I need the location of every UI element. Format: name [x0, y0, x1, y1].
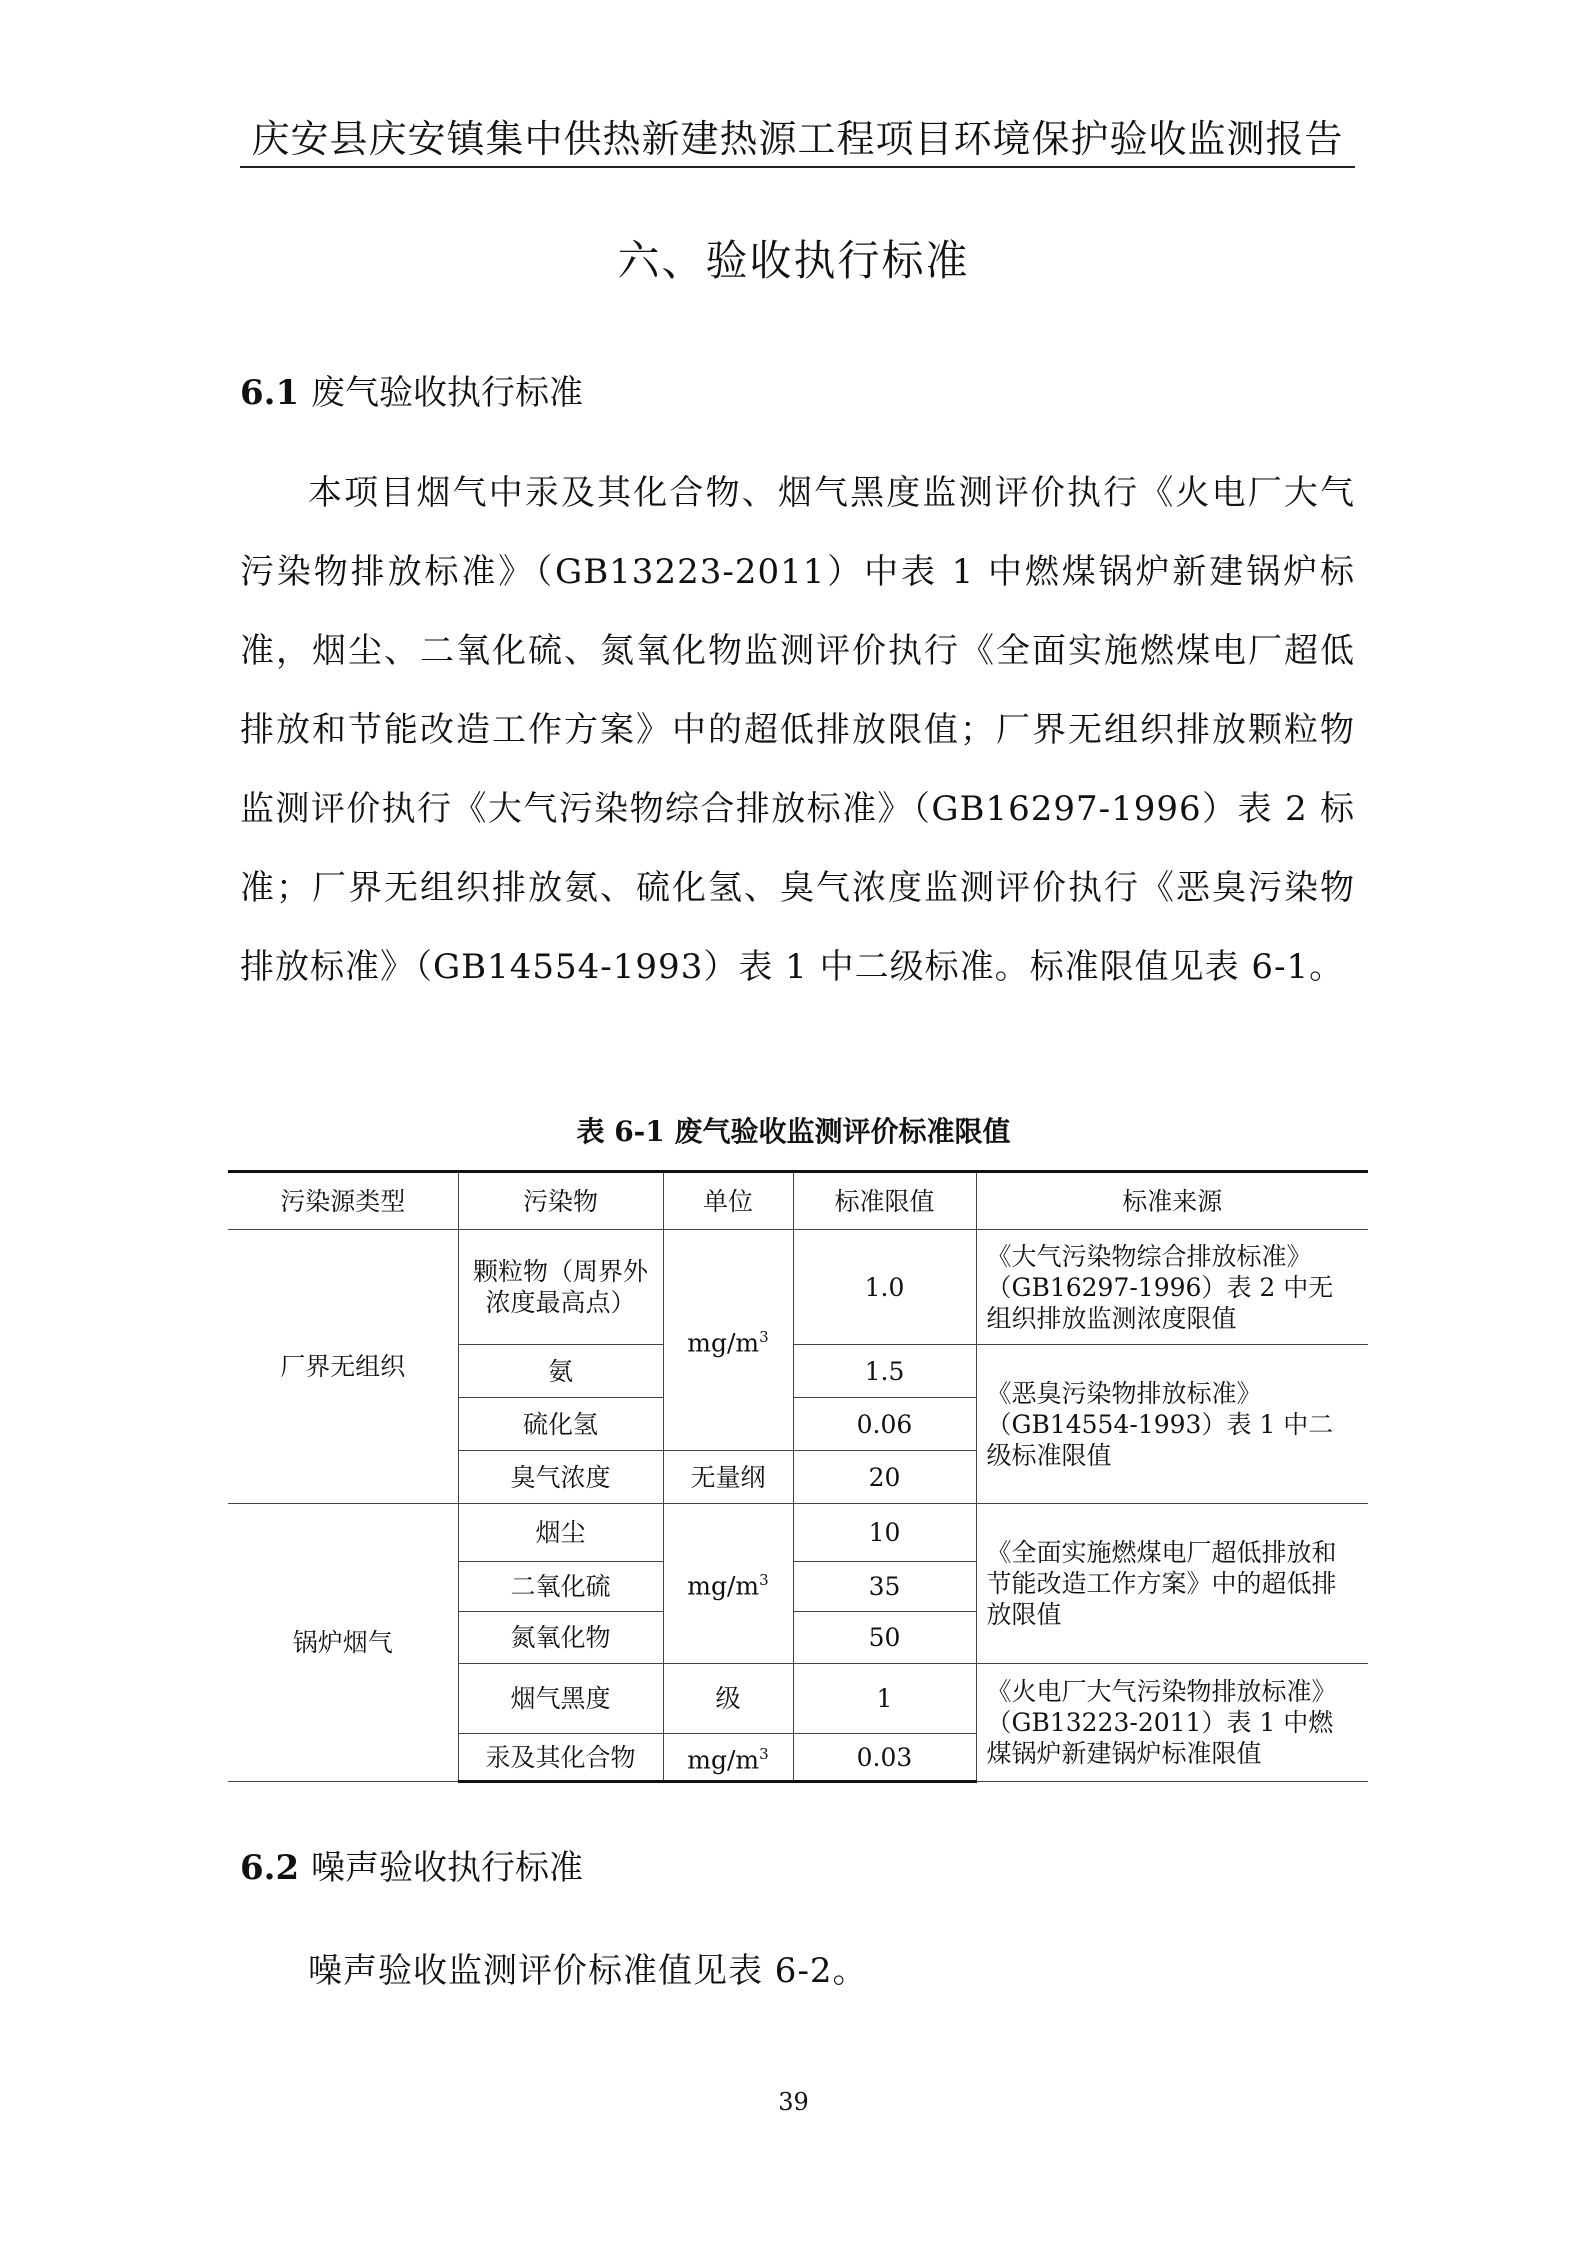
section-number: 6.1 [240, 373, 300, 413]
standard-source-cell: 《火电厂大气污染物排放标准》（GB13223-2011）表 1 中燃煤锅炉新建锅炉标准限值 [976, 1664, 1368, 1782]
limit-value-cell: 50 [793, 1612, 976, 1664]
pollutant-cell: 汞及其化合物 [458, 1734, 663, 1782]
pollutant-cell: 臭气浓度 [458, 1451, 663, 1504]
source-type-cell: 锅炉烟气 [228, 1504, 458, 1782]
unit-cell: 级 [663, 1664, 793, 1734]
chapter-title: 六、验收执行标准 [617, 236, 970, 285]
header-divider [240, 166, 1355, 168]
page-number: 39 [778, 2088, 809, 2116]
unit-cell: 无量纲 [663, 1451, 793, 1504]
section-6-1-paragraph: 本项目烟气中汞及其化合物、烟气黑度监测评价执行《火电厂大气污染物排放标准》（GB13223-2011）中表 1 中燃煤锅炉新建锅炉标准，烟尘、二氧化硫、氮氧化物监测评价执行《全面实施燃煤电厂超低排放和节能改造工作方案》中的超低排放限值；厂界无组织排放颗粒物监测评价执行《大气污染物综合排放标准》（GB16297-1996）表 2 标准；厂界无组织排放氨、硫化氢、臭气浓度监测评价执行《恶臭污染物排放标准》（GB14554-1993）表 1 中二级标准。标准限值见表 6-1。 [240, 473, 1355, 987]
limit-value-cell: 10 [793, 1504, 976, 1562]
standard-source-cell: 《大气污染物综合排放标准》（GB16297-1996）表 2 中无组织排放监测浓度限值 [976, 1230, 1368, 1345]
pollutant-cell: 氨 [458, 1345, 663, 1398]
limit-value-cell: 1.0 [793, 1230, 976, 1345]
pollutant-cell: 硫化氢 [458, 1398, 663, 1451]
section-number: 6.2 [240, 1848, 300, 1888]
limit-value-cell: 20 [793, 1451, 976, 1504]
limit-value-cell: 1.5 [793, 1345, 976, 1398]
table-header-row [228, 1172, 1368, 1230]
limit-value-cell: 1 [793, 1664, 976, 1734]
section-6-1-heading [240, 365, 583, 414]
source-type-cell: 厂界无组织 [228, 1230, 458, 1504]
section-title: 废气验收执行标准 [311, 373, 583, 413]
header-cell: 污染物 [458, 1172, 663, 1230]
pollutant-cell: 氮氧化物 [458, 1612, 663, 1664]
table-row [228, 1504, 1368, 1562]
header-cell: 标准限值 [793, 1172, 976, 1230]
header-cell: 标准来源 [976, 1172, 1368, 1230]
report-header-title: 庆安县庆安镇集中供热新建热源工程项目环境保护验收监测报告 [251, 117, 1344, 161]
standard-source-cell: 《全面实施燃煤电厂超低排放和节能改造工作方案》中的超低排放限值 [976, 1504, 1368, 1664]
standard-source-cell: 《恶臭污染物排放标准》（GB14554-1993）表 1 中二级标准限值 [976, 1345, 1368, 1504]
limit-value-cell: 0.06 [793, 1398, 976, 1451]
header-cell: 单位 [663, 1172, 793, 1230]
pollutant-cell: 烟气黑度 [458, 1664, 663, 1734]
limit-value-cell: 35 [793, 1562, 976, 1612]
unit-cell: $mg/m^3$ [663, 1504, 793, 1664]
limit-value-cell: 0.03 [793, 1734, 976, 1782]
pollutant-cell: 颗粒物（周界外浓度最高点） [458, 1230, 663, 1345]
pollutant-cell: 二氧化硫 [458, 1562, 663, 1612]
unit-cell: $mg/m^3$ [663, 1734, 793, 1782]
unit-cell: $mg/m^3$ [663, 1230, 793, 1451]
pollutant-cell: 烟尘 [458, 1504, 663, 1562]
section-6-2-heading [240, 1840, 583, 1889]
section-title: 噪声验收执行标准 [311, 1848, 583, 1888]
emission-standards-table [228, 1170, 1368, 1783]
header-cell: 污染源类型 [228, 1172, 458, 1230]
table-caption: 表 6-1 废气验收监测评价标准限值 [576, 1115, 1011, 1148]
table-row [228, 1230, 1368, 1345]
section-6-2-paragraph: 噪声验收监测评价标准值见表 6-2。 [308, 1951, 868, 1991]
